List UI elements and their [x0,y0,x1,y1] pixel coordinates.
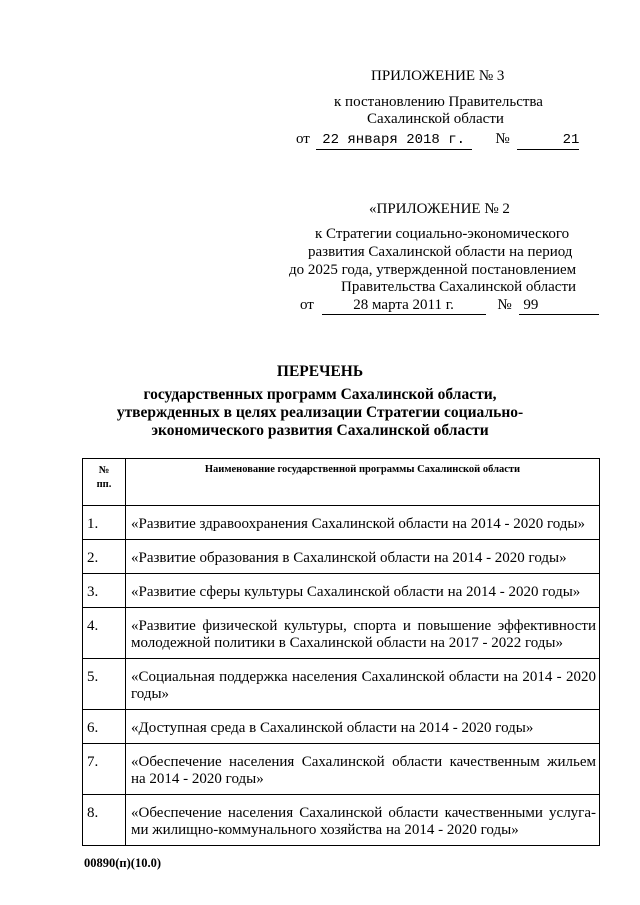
column-header-number-line1: № [98,465,110,476]
appendix-title: ПРИЛОЖЕНИЕ № 3 [371,68,505,84]
appendix-date: 22 января 2018 г. [316,131,472,150]
list-subtitle-line3: экономического развития Сахалинской области [151,422,489,439]
row-number: 4. [83,608,126,659]
table-row [83,540,600,574]
list-title: ПЕРЕЧЕНЬ [276,363,364,380]
row-program-name: «Развитие образования в Сахалинской области на 2014 - 2020 годы» [126,540,600,574]
appendix-number: 21 [517,131,579,150]
table-header-row [83,459,600,506]
appendix2-from-label: от [300,297,314,313]
table-row [83,608,600,659]
table-row [83,659,600,710]
programs-table [82,458,600,846]
appendix2-date: 28 марта 2011 г. [322,296,486,315]
table-row [83,574,600,608]
appendix2-number: 99 [519,296,599,315]
appendix2-title: «ПРИЛОЖЕНИЕ № 2 [369,201,510,217]
column-header-number [83,459,126,506]
row-number: 8. [83,795,126,846]
row-program-name: «Развитие здравоохранения Сахалинской области на 2014 - 2020 годы» [126,506,600,540]
list-subtitle-line1: государственных программ Сахалинской области, [143,386,497,403]
appendix-date-row [296,130,579,150]
appendix2-date-row [300,296,599,315]
table-row [83,795,600,846]
appendix-line2: Сахалинской области [367,111,504,127]
row-program-name: «Развитие сферы культуры Сахалинской области на 2014 - 2020 годы» [126,574,600,608]
table-row [83,710,600,744]
column-header-name: Наименование государственной программы Сахалинской области [126,459,600,506]
appendix-no-label: № [495,131,510,147]
column-header-number-line2: пп. [96,479,112,490]
list-subtitle-line2: утвержденных в целях реализации Стратегии социально- [116,404,524,421]
appendix2-no-label: № [497,297,512,313]
row-program-name: «Доступная среда в Сахалинской области на 2014 - 2020 годы» [126,710,600,744]
row-number: 3. [83,574,126,608]
row-number: 5. [83,659,126,710]
table-row [83,744,600,795]
row-program-name: «Развитие физической культуры, спорта и повышение эффективности молодежной политики в Сахалинской области на 2017 - 2022 годы» [126,608,600,659]
row-program-name: «Обеспечение населения Сахалинской области качественным жильем на 2014 - 2020 годы» [126,744,600,795]
row-number: 1. [83,506,126,540]
row-number: 6. [83,710,126,744]
table-row [83,506,600,540]
document-code: 00890(п)(10.0) [84,856,161,870]
row-number: 7. [83,744,126,795]
appendix2-line1: к Стратегии социально-экономического [315,226,570,242]
appendix-line1: к постановлению Правительства [334,94,543,110]
row-program-name: «Социальная поддержка населения Сахалинской области на 2014 - 2020 годы» [126,659,600,710]
appendix-from-label: от [296,131,310,147]
row-number: 2. [83,540,126,574]
appendix2-line4: Правительства Сахалинской области [341,279,577,295]
appendix2-line2: развития Сахалинской области на период [308,244,573,260]
appendix2-line3: до 2025 года, утвержденной постановлением [289,262,577,278]
row-program-name: «Обеспечение населения Сахалинской области качественными услуга-ми жилищно-коммунального хозяйства на 2014 - 2020 годы» [126,795,600,846]
